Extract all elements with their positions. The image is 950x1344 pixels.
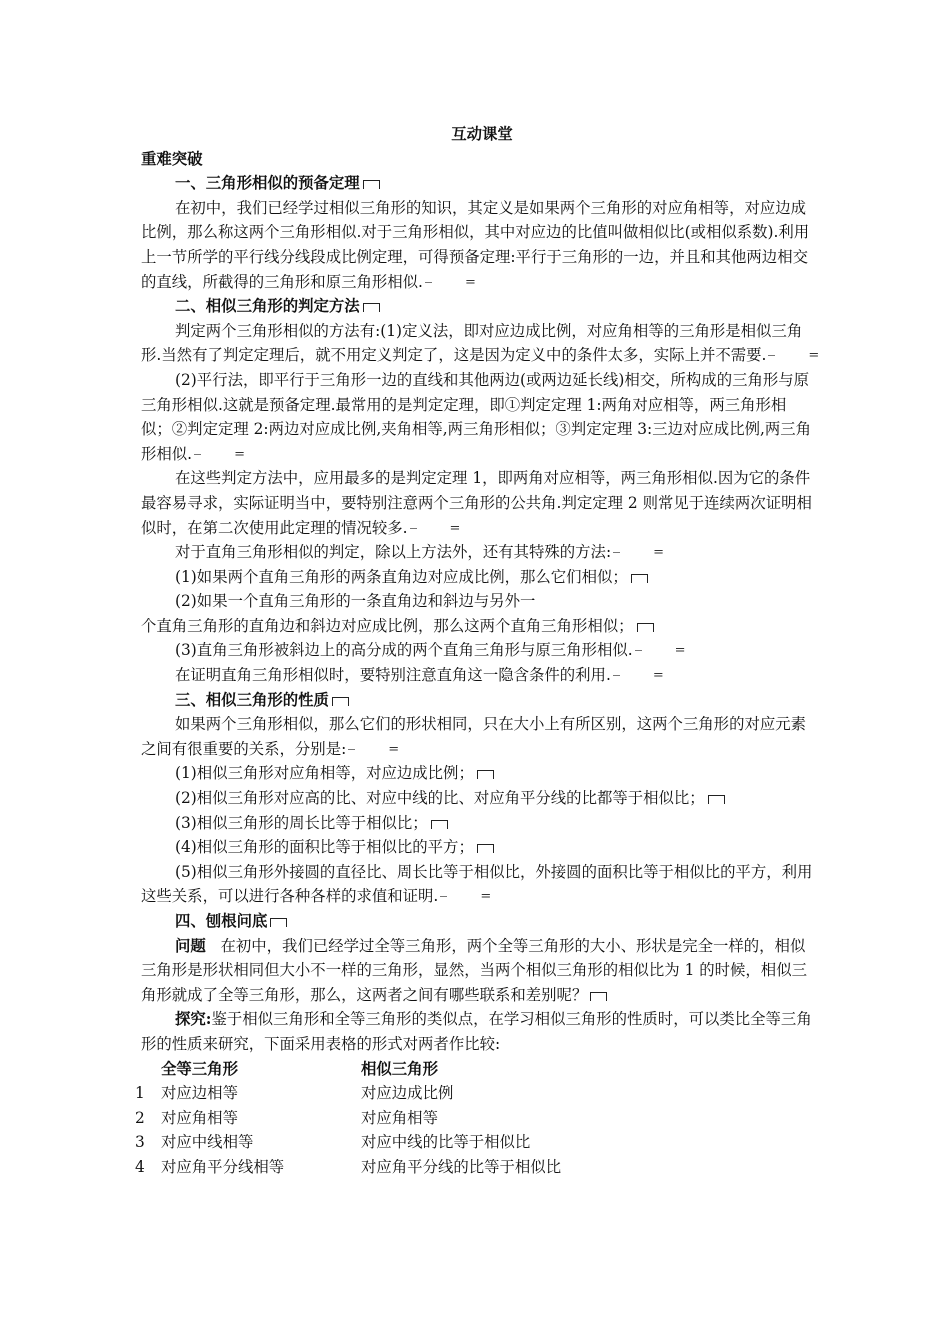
table-row xyxy=(135,1081,661,1106)
table-header-cell xyxy=(135,1057,161,1082)
section-2-paragraph-4 xyxy=(141,540,813,565)
paragraph-mark-icon xyxy=(631,574,648,583)
paragraph-mark-icon xyxy=(637,623,654,632)
section-2-item-2b xyxy=(141,614,813,639)
table-cell: 对应角平分线相等 xyxy=(161,1157,285,1176)
table-cell: 对应中线的比等于相似比 xyxy=(361,1133,531,1152)
section-2-paragraph-1 xyxy=(141,319,813,368)
paragraph-text: 判定两个三角形相似的方法有:(1)定义法，即对应边成比例，对应角相等的三角形是相似三角形.当然有了判定定理后，就不用定义判定了，这是因为定义中的条件太多，实际上并不需要. xyxy=(141,321,803,365)
table-row xyxy=(135,1155,661,1180)
line-break-icon xyxy=(613,548,629,558)
paragraph-mark-icon xyxy=(431,820,448,829)
paragraph-text: (2)相似三角形对应高的比、对应中线的比、对应角平分线的比都等于相似比； xyxy=(175,789,705,808)
paragraph-mark-icon xyxy=(477,770,494,779)
paragraph-mark-icon xyxy=(590,992,607,1001)
table-cell: 1 xyxy=(135,1084,145,1103)
table-cell: 2 xyxy=(135,1108,145,1127)
paragraph-text: 个直角三角形的直角边和斜边对应成比例，那么这两个直角三角形相似； xyxy=(141,616,634,635)
table-cell: 对应中线相等 xyxy=(161,1133,254,1152)
table-cell: 对应边相等 xyxy=(161,1084,238,1103)
section-2-paragraph-2 xyxy=(141,368,813,466)
line-break-icon xyxy=(425,278,441,288)
section-1-heading xyxy=(141,171,813,196)
question-label: 问题 xyxy=(175,936,206,955)
paragraph-text: (5)相似三角形外接圆的直径比、周长比等于相似比，外接圆的面积比等于相似比的平方，利用这些关系，可以进行各种各样的求值和证明. xyxy=(141,862,813,906)
table-cell: 4 xyxy=(135,1157,145,1176)
section-4-heading-text: 四、刨根问底 xyxy=(175,912,268,930)
section-1-heading-text: 一、三角形相似的预备定理 xyxy=(175,174,360,193)
table-row xyxy=(135,1106,661,1131)
paragraph-text: 如果两个三角形相似，那么它们的形状相同，只在大小上有所区别，这两个三角形的对应元素之间有很重要的关系，分别是: xyxy=(141,715,807,758)
table-cell: 对应角相等 xyxy=(361,1108,438,1127)
line-break-icon xyxy=(410,524,426,534)
section-1-paragraph xyxy=(141,196,813,294)
section-2-paragraph-5 xyxy=(141,663,813,688)
section-2-paragraph-3 xyxy=(141,466,813,540)
paragraph-text: 对于直角三角形相似的判定，除以上方法外，还有其特殊的方法: xyxy=(175,543,612,562)
table-cell: 对应边成比例 xyxy=(361,1084,454,1103)
section-2-heading xyxy=(141,294,813,319)
section-2-item-2a xyxy=(141,589,813,614)
table-header-cell: 相似三角形 xyxy=(361,1059,438,1078)
paragraph-text: 在证明直角三角形相似时，要特别注意直角这一隐含条件的利用. xyxy=(175,666,611,685)
table-header-cell: 全等三角形 xyxy=(161,1059,238,1078)
line-break-icon xyxy=(348,745,364,755)
table-cell: 对应角相等 xyxy=(161,1108,238,1127)
line-break-icon xyxy=(635,646,651,656)
section-3-item-3 xyxy=(141,811,813,836)
section-3-heading-text: 三、相似三角形的性质 xyxy=(175,690,329,709)
table-cell: 对应角平分线的比等于相似比 xyxy=(361,1157,562,1176)
paragraph-text: (3)相似三角形的周长比等于相似比； xyxy=(175,813,428,832)
explore-text: 鉴于相似三角形和全等三角形的类似点，在学习相似三角形的性质时，可以类比全等三角形的性质来研究，下面采用表格的形式对两者作比较: xyxy=(141,1010,812,1053)
document-body xyxy=(135,122,813,1180)
paragraph-text: (2)平行法，即平行于三角形一边的直线和其他两边(或两边延长线)相交，所构成的三角形与原三角形相似.这就是预备定理.最常用的是判定定理，即①判定定理 1:两角对应相等，两三角形相似；②判定定理 2:两边对应成比例,夹角相等,两三角形相似；③判定定理 3:三边对应成比例,两三角形相似. xyxy=(141,370,812,463)
section-3-heading xyxy=(141,688,813,713)
line-break-icon xyxy=(768,351,784,361)
paragraph-mark-icon xyxy=(363,180,380,189)
paragraph-text: (1)相似三角形对应角相等，对应边成比例； xyxy=(175,764,474,783)
paragraph-mark-icon xyxy=(332,697,349,706)
paragraph-text: 在初中，我们已经学过相似三角形的知识，其定义是如果两个三角形的对应角相等，对应边成比例，那么称这两个三角形相似.对于三角形相似，其中对应边的比值叫做相似比(或相似系数).利用上一节所学的平行线分线段成比例定理，可得预备定理:平行于三角形的一边，并且和其他两边相交的直线，所截得的三角形和原三角形相似. xyxy=(141,198,810,291)
section-2-item-1 xyxy=(141,565,813,590)
explore-paragraph xyxy=(141,1007,813,1056)
section-4-heading xyxy=(141,909,813,934)
question-paragraph xyxy=(141,934,813,1008)
paragraph-text: (2)如果一个直角三角形的一条直角边和斜边与另外一 xyxy=(175,592,536,611)
line-break-icon xyxy=(440,892,456,902)
table-row xyxy=(135,1130,661,1155)
paragraph-text: (1)如果两个直角三角形的两条直角边对应成比例，那么它们相似； xyxy=(175,567,628,586)
paragraph-text: (3)直角三角形被斜边上的高分成的两个直角三角形与原三角形相似. xyxy=(175,641,633,660)
section-main-heading: 重难突破 xyxy=(141,149,203,168)
paragraph-text: (4)相似三角形的面积比等于相似比的平方； xyxy=(175,838,474,857)
paragraph-mark-icon xyxy=(477,844,494,853)
table-header-row xyxy=(135,1057,661,1082)
line-break-icon xyxy=(613,671,629,681)
section-3-item-1 xyxy=(141,761,813,786)
section-3-item-5 xyxy=(141,860,813,909)
line-break-icon xyxy=(194,450,210,460)
section-3-item-4 xyxy=(141,835,813,860)
paragraph-mark-icon xyxy=(363,303,380,312)
paragraph-text: 在这些判定方法中，应用最多的是判定定理 1，即两角对应相等，两三角形相似.因为它的条件最容易寻求，实际证明当中，要特别注意两个三角形的公共角.判定定理 2 则常见于连续两次证明相似时，在第二次使用此定理的情况较多. xyxy=(141,469,812,537)
paragraph-mark-icon xyxy=(270,918,287,927)
question-text: 在初中，我们已经学过全等三角形，两个全等三角形的大小、形状是完全一样的，相似三角形是形状相同但大小不一样的三角形，显然，当两个相似三角形的相似比为 1 的时候，相似三角形就成了全等三角形，那么，这两者之间有哪些联系和差别呢？ xyxy=(141,936,807,1004)
table-cell: 3 xyxy=(135,1133,145,1152)
section-3-paragraph-1 xyxy=(141,712,813,761)
page-title: 互动课堂 xyxy=(451,125,513,143)
section-2-heading-text: 二、相似三角形的判定方法 xyxy=(175,297,360,316)
explore-label: 探究: xyxy=(175,1010,212,1029)
section-3-item-2 xyxy=(141,786,813,811)
paragraph-mark-icon xyxy=(708,795,725,804)
section-2-item-3 xyxy=(141,638,813,663)
comparison-table xyxy=(135,1057,661,1180)
